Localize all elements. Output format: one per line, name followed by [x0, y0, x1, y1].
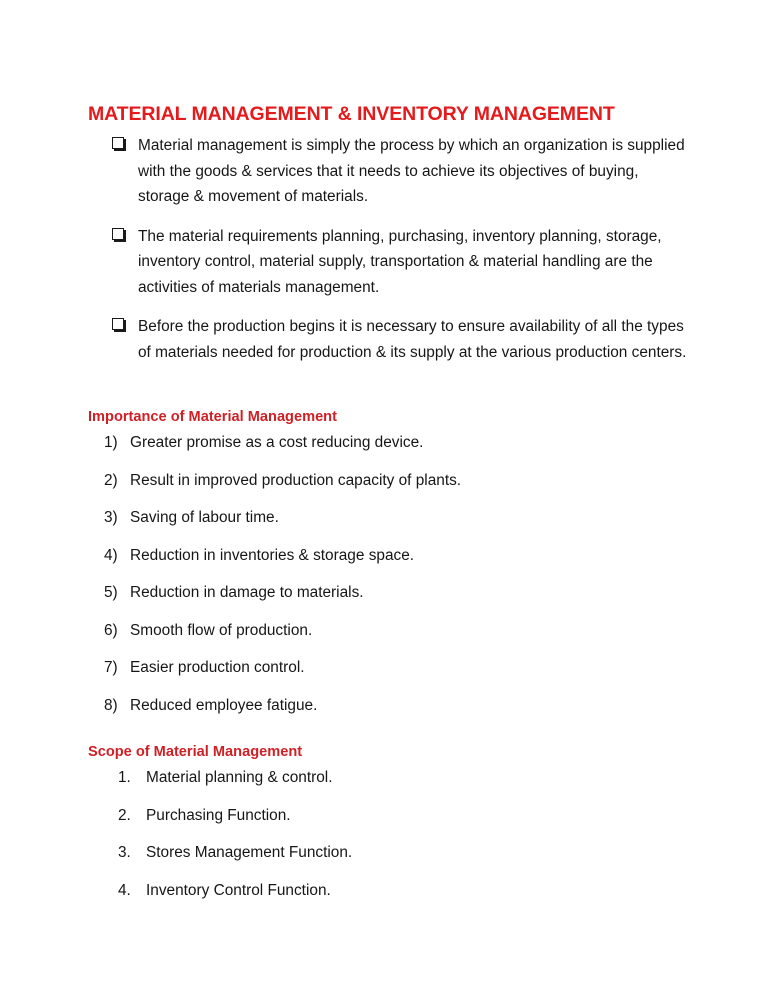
list-item-marker: 2) — [104, 471, 118, 489]
list-item — [118, 767, 658, 788]
list-item-marker: 5) — [104, 584, 118, 601]
list-item — [104, 695, 664, 716]
list-item-marker: 1) — [104, 434, 118, 451]
list-item — [104, 470, 664, 491]
hollow-square-bullet-icon — [112, 137, 124, 149]
list-item-marker: 3. — [118, 844, 131, 861]
list-item-marker: 4) — [104, 546, 118, 564]
list-item-marker: 6) — [104, 621, 118, 639]
list-item-label: Result in improved production capacity of plants. — [130, 471, 462, 489]
list-item-marker: 2. — [118, 806, 131, 824]
list-item-marker: 4. — [118, 881, 131, 899]
list-item-label: Saving of labour time. — [130, 509, 279, 526]
section-heading-importance: Importance of Material Management — [88, 409, 337, 426]
list-item-marker: 8) — [104, 696, 118, 714]
list-item-label: Reduction in damage to materials. — [130, 584, 364, 601]
intro-bullet-list — [112, 133, 692, 365]
section-heading-scope: Scope of Material Management — [88, 744, 303, 761]
list-item-marker: 7) — [104, 659, 118, 676]
list-item — [104, 582, 664, 603]
list-item-label: Reduced employee fatigue. — [130, 696, 318, 714]
bullet-item-text: The material requirements planning, purchasing, inventory planning, storage, inventory control, material supply, transportation & material handling are the activities of materials management. — [138, 227, 662, 296]
list-item — [112, 224, 692, 301]
list-item-label: Greater promise as a cost reducing device. — [130, 434, 424, 451]
hollow-square-bullet-icon — [112, 318, 124, 330]
list-item — [104, 620, 664, 641]
scope-list — [118, 767, 658, 901]
list-item — [104, 507, 664, 528]
page-title: MATERIAL MANAGEMENT & INVENTORY MANAGEMENT — [88, 103, 615, 126]
bullet-item-text: Material management is simply the process by which an organization is supplied with the goods & services that it needs to achieve its objectives of buying, storage & movement of materials. — [138, 137, 685, 205]
hollow-square-bullet-icon — [112, 228, 124, 240]
list-item-label: Easier production control. — [130, 659, 305, 676]
list-item — [118, 880, 658, 901]
list-item — [118, 805, 658, 826]
list-item-marker: 1. — [118, 769, 131, 786]
list-item — [118, 842, 658, 863]
list-item — [104, 657, 664, 678]
importance-list — [104, 432, 664, 716]
list-item — [104, 545, 664, 566]
list-item-label: Material planning & control. — [146, 769, 333, 786]
bullet-item-text: Before the production begins it is necessary to ensure availability of all the types of materials needed for production & its supply at the various production centers. — [138, 318, 687, 361]
list-item — [104, 432, 664, 453]
list-item — [112, 133, 692, 210]
list-item-label: Inventory Control Function. — [146, 881, 331, 899]
list-item-label: Smooth flow of production. — [130, 621, 313, 639]
list-item — [112, 314, 692, 365]
list-item-label: Reduction in inventories & storage space. — [130, 546, 415, 564]
list-item-label: Purchasing Function. — [146, 806, 291, 824]
list-item-label: Stores Management Function. — [146, 844, 353, 861]
list-item-marker: 3) — [104, 509, 118, 526]
